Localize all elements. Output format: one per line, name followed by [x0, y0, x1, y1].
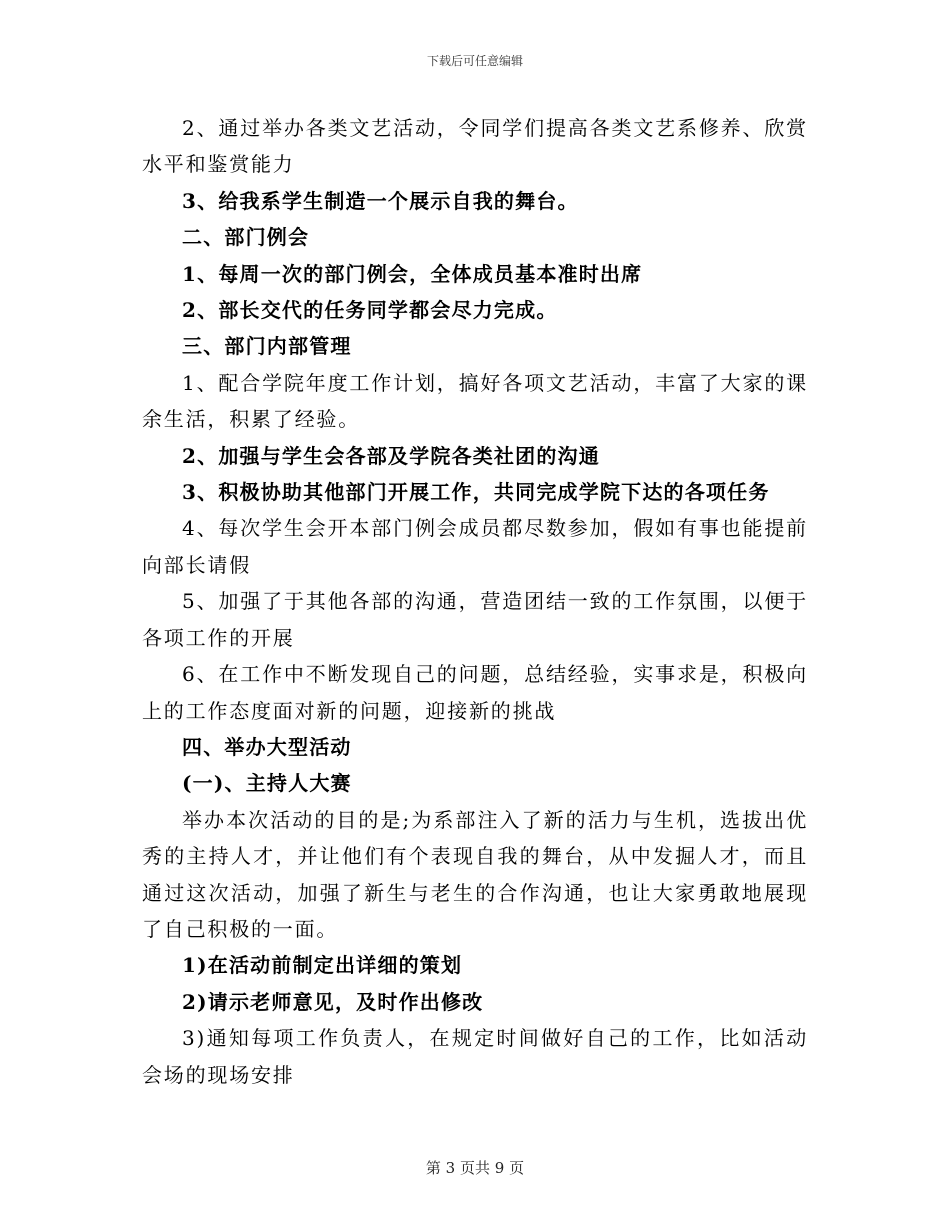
paragraph-goal-3: 3、给我系学生制造一个展示自我的舞台。: [182, 188, 579, 213]
paragraph-management-1: 1、配合学院年度工作计划，搞好各项文艺活动，丰富了大家的课余生活，积累了经验。: [142, 370, 808, 432]
paragraph-contest-step-2: 2)请示老师意见，及时作出修改: [182, 989, 484, 1014]
paragraph-contest-step-3: 3)通知每项工作负责人，在规定时间做好自己的工作，比如活动会场的现场安排: [142, 1026, 808, 1087]
paragraph-meetings-2: 2、部长交代的任务同学都会尽力完成。: [182, 298, 558, 323]
section-heading-meetings: 二、部门例会: [182, 225, 310, 250]
paragraph-goal-2: 2、通过举办各类文艺活动，令同学们提高各类文艺系修养、欣赏水平和鉴赏能力: [142, 116, 808, 177]
paragraph-management-5: 5、加强了于其他各部的沟通，营造团结一致的工作氛围，以便于各项工作的开展: [142, 589, 808, 650]
paragraph-management-4: 4、每次学生会开本部门例会成员都尽数参加，假如有事也能提前向部长请假: [142, 516, 808, 577]
paragraph-management-3: 3、积极协助其他部门开展工作，共同完成学院下达的各项任务: [182, 480, 770, 505]
paragraph-meetings-1: 1、每周一次的部门例会，全体成员基本准时出席: [182, 261, 643, 286]
subsection-heading-host-contest: (一)、主持人大赛: [182, 771, 352, 796]
paragraph-management-2: 2、加强与学生会各部及学院各类社团的沟通: [182, 443, 600, 468]
page-number: 第 3 页共 9 页: [425, 1159, 525, 1177]
section-heading-events: 四、举办大型活动: [182, 734, 352, 759]
page-header-note: 下载后可任意编辑: [426, 54, 523, 68]
document-body: [142, 110, 808, 1093]
paragraph-contest-purpose: 举办本次活动的目的是;为系部注入了新的活力与生机，选拔出优秀的主持人才，并让他们有个表现自我的舞台，从中发掘人才，而且通过这次活动，加强了新生与老生的合作沟通，也让大家勇敢地展现了自己积极的一面。: [142, 807, 808, 941]
paragraph-contest-step-1: 1)在活动前制定出详细的策划: [182, 953, 463, 978]
section-heading-management: 三、部门内部管理: [182, 334, 352, 359]
paragraph-management-6: 6、在工作中不断发现自己的问题，总结经验，实事求是，积极向上的工作态度面对新的问题，迎接新的挑战: [142, 662, 808, 723]
